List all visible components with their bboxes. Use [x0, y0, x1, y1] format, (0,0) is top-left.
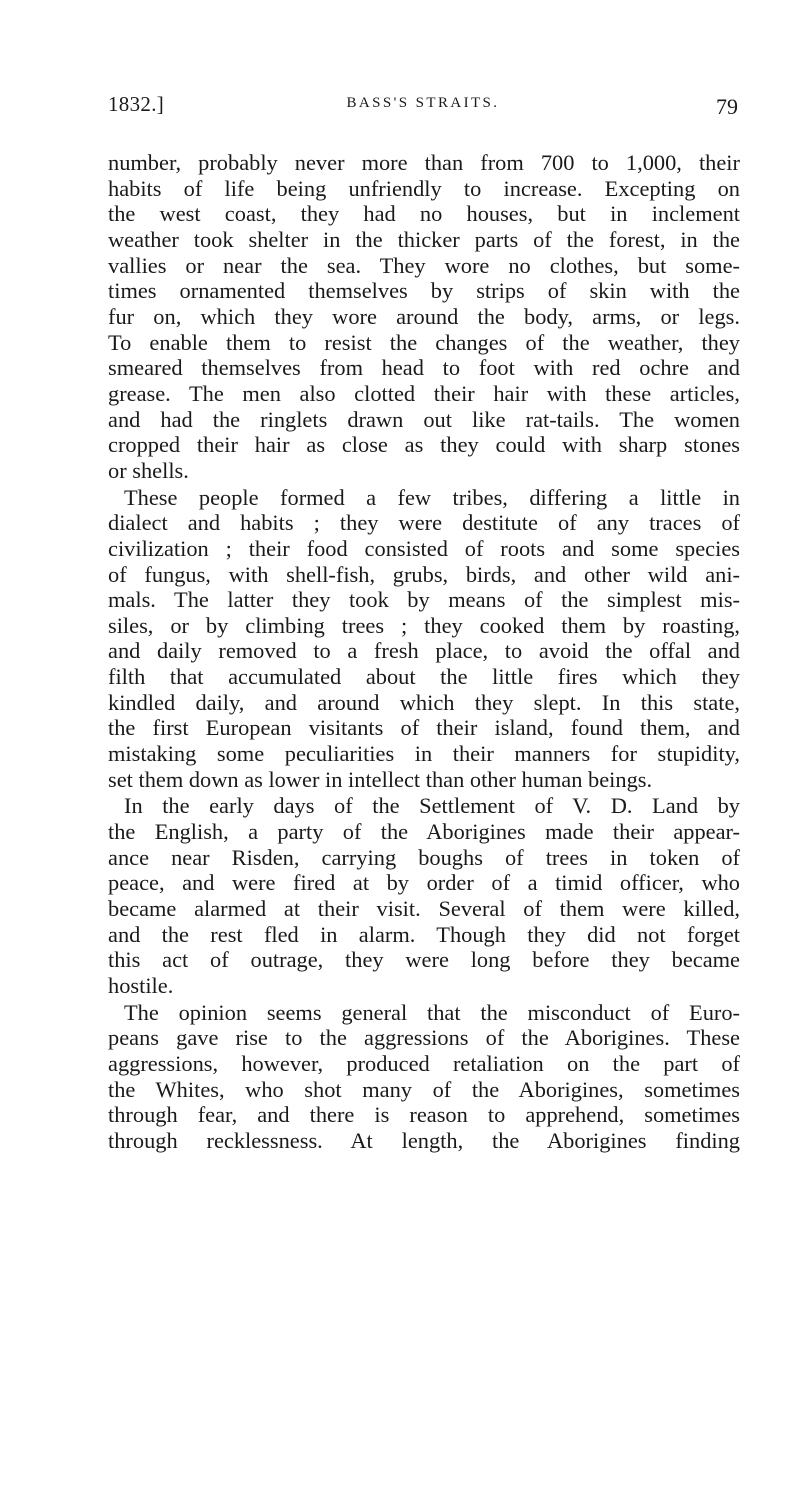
- text-line: dialect and habits ; they were destitute of any traces of: [108, 510, 740, 536]
- text-line: peans gave rise to the aggressions of the Aborigines. These: [108, 1025, 740, 1051]
- text-line: mals. The latter they took by means of the simplest mis-: [108, 587, 740, 613]
- text-line: filth that accumulated about the little fires which they: [108, 664, 740, 690]
- text-line: vallies or near the sea. They wore no clothes, but some-: [108, 252, 740, 278]
- text-line: and the rest fled in alarm. Though they did not forget: [108, 921, 740, 947]
- text-line: set them down as lower in intellect than other human beings.: [108, 766, 653, 792]
- text-line: The opinion seems general that the misconduct of Euro-: [124, 999, 740, 1025]
- page-number: 79: [716, 94, 738, 119]
- paragraph: [108, 485, 740, 793]
- text-line: the first European visitants of their island, found them, and: [108, 715, 740, 741]
- text-line: peace, and were fired at by order of a timid officer, who: [108, 870, 740, 896]
- text-line: smeared themselves from head to foot with red ochre and: [108, 355, 740, 381]
- paragraph: [108, 1000, 740, 1154]
- text-line: through recklessness. At length, the Aborigines finding: [108, 1127, 740, 1153]
- text-line: ance near Risden, carrying boughs of trees in token of: [108, 844, 740, 870]
- text-line: civilization ; their food consisted of roots and some species: [108, 535, 740, 561]
- text-line: These people formed a few tribes, differing a little in: [124, 484, 740, 510]
- text-line: siles, or by climbing trees ; they cooked them by roasting,: [108, 612, 740, 638]
- text-line: the English, a party of the Aborigines made their appear-: [108, 819, 740, 845]
- text-line: through fear, and there is reason to apprehend, sometimes: [108, 1102, 740, 1128]
- paragraph: [108, 150, 740, 484]
- text-line: In the early days of the Settlement of V. D. Land by: [124, 793, 740, 819]
- text-line: this act of outrage, they were long before they became: [108, 947, 740, 973]
- text-line: the Whites, who shot many of the Aborigines, sometimes: [108, 1076, 740, 1102]
- paragraph: [108, 793, 740, 998]
- text-line: cropped their hair as close as they could with sharp stones: [108, 432, 740, 458]
- text-line: weather took shelter in the thicker parts of the forest, in the: [108, 226, 740, 252]
- text-line: the west coast, they had no houses, but in inclement: [108, 201, 740, 227]
- text-line: hostile.: [108, 973, 174, 998]
- text-line: aggressions, however, produced retaliation on the part of: [108, 1050, 740, 1076]
- text-line: of fungus, with shell-fish, grubs, birds, and other wild ani-: [108, 561, 740, 587]
- text-line: mistaking some peculiarities in their manners for stupidity,: [108, 741, 740, 767]
- text-line: kindled daily, and around which they slept. In this state,: [108, 689, 740, 715]
- text-line: grease. The men also clotted their hair with these articles,: [108, 380, 740, 406]
- body-text: [108, 150, 740, 1155]
- running-head-title: BASS'S STRAITS.: [346, 95, 500, 111]
- running-head-date: 1832.]: [108, 92, 165, 116]
- text-line: fur on, which they wore around the body, arms, or legs.: [108, 303, 740, 329]
- text-line: and daily removed to a fresh place, to avoid the offal and: [108, 638, 740, 664]
- text-line: number, probably never more than from 700 to 1,000, their: [108, 150, 740, 175]
- text-line: became alarmed at their visit. Several of them were killed,: [108, 896, 740, 922]
- text-line: habits of life being unfriendly to increase. Excepting on: [108, 175, 740, 201]
- text-line: or shells.: [108, 457, 189, 483]
- text-line: To enable them to resist the changes of the weather, they: [108, 329, 740, 355]
- running-head: [108, 92, 738, 122]
- text-line: and had the ringlets drawn out like rat-tails. The women: [108, 406, 740, 432]
- text-line: times ornamented themselves by strips of skin with the: [108, 278, 740, 304]
